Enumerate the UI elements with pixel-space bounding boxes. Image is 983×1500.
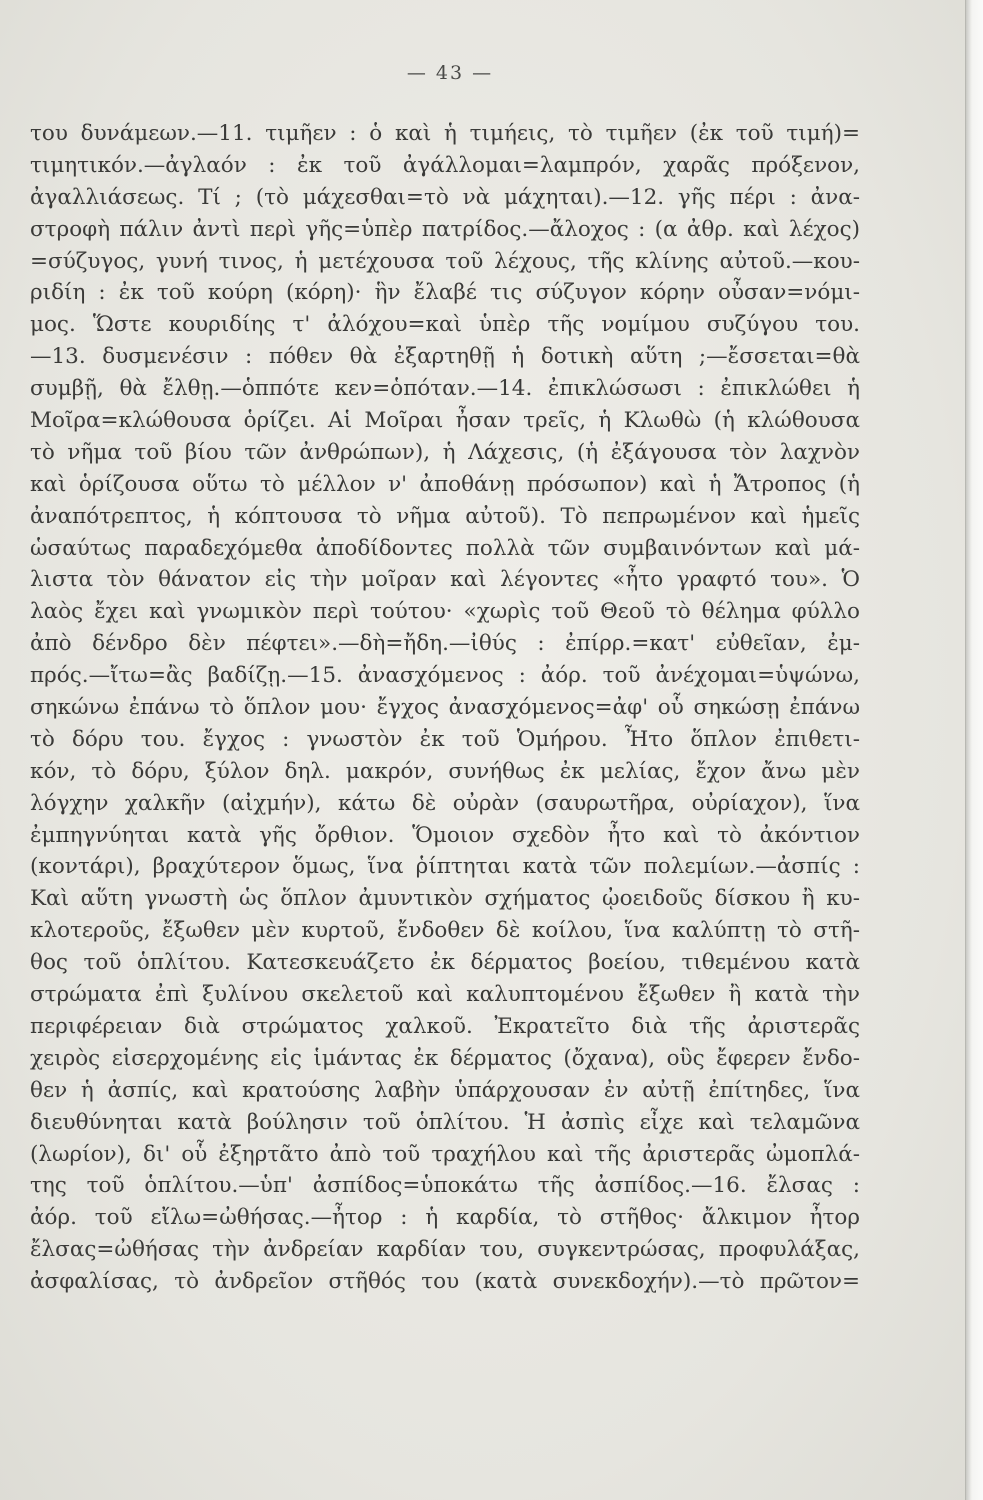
text-line: πρός.—ἴτω=ἂς βαδίζῃ.—15. ἀνασχόμενος : ἀόρ. τοῦ ἀνέχομαι=ὑψώνω, (30, 663, 860, 689)
text-line: χειρὸς εἰσερχομένης εἰς ἱμάντας ἐκ δέρματος (ὄχανα), οὓς ἔφερεν ἔνδο- (30, 1045, 860, 1071)
text-line: λαὸς ἔχει καὶ γνωμικὸν περὶ τούτου· «χωρὶς τοῦ Θεοῦ τὸ θέλημα φύλλο (30, 599, 860, 625)
text-line: ὡσαύτως παραδεχόμεθα ἀποδίδοντες πολλὰ τῶν συμβαινόντων καὶ μά- (30, 535, 860, 561)
text-line: καὶ ὁρίζουσα οὕτω τὸ μέλλον ν' ἀποθάνῃ πρόσωπον) καὶ ἡ Ἄτροπος (ἡ (30, 471, 860, 497)
text-line: σηκώνω ἐπάνω τὸ ὅπλον μου· ἔγχος ἀνασχόμενος=ἀφ' οὗ σηκώσῃ ἐπάνω (30, 695, 860, 721)
text-line: ἀναπότρεπτος, ἡ κόπτουσα τὸ νῆμα αὐτοῦ). Τὸ πεπρωμένον καὶ ἡμεῖς (30, 503, 860, 529)
text-line: κλοτεροῦς, ἔξωθεν μὲν κυρτοῦ, ἔνδοθεν δὲ κοίλου, ἵνα καλύπτῃ τὸ στῆ- (30, 918, 860, 944)
text-line: του δυνάμεων.—11. τιμῆεν : ὁ καὶ ἡ τιμήεις, τὸ τιμῆεν (ἐκ τοῦ τιμή)= (30, 121, 860, 146)
text-line: ἐμπηγνύηται κατὰ γῆς ὄρθιον. Ὅμοιον σχεδὸν ἦτο καὶ τὸ ἀκόντιον (30, 822, 860, 848)
text-line: θεν ἡ ἀσπίς, καὶ κρατούσης λαβὴν ὑπάρχουσαν ἐν αὐτῇ ἐπίτηδες, ἵνα (30, 1077, 860, 1103)
text-line: θος τοῦ ὁπλίτου. Κατεσκευάζετο ἐκ δέρματος βοείου, τιθεμένου κατὰ (30, 950, 860, 976)
text-line: ἔλσας=ὠθήσας τὴν ἀνδρείαν καρδίαν του, συγκεντρώσας, προφυλάξας, (30, 1237, 860, 1263)
text-line: =σύζυγος, γυνή τινος, ἡ μετέχουσα τοῦ λέχους, τῆς κλίνης αὐτοῦ.—κου- (30, 248, 860, 274)
text-line: στρώματα ἐπὶ ξυλίνου σκελετοῦ καὶ καλυπτομένου ἔξωθεν ἢ κατὰ τὴν (30, 982, 860, 1008)
text-line: τὸ νῆμα τοῦ βίου τῶν ἀνθρώπων), ἡ Λάχεσις, (ἡ ἐξάγουσα τὸν λαχνὸν (30, 439, 860, 465)
text-line: ἀγαλλιάσεως. Τί ; (τὸ μάχεσθαι=τὸ νὰ μάχηται).—12. γῆς πέρι : ἀνα- (30, 184, 860, 210)
text-line: ἀπὸ δένδρο δὲν πέφτει».—δὴ=ἤδη.—ἰθύς : ἐπίρρ.=κατ' εὐθεῖαν, ἐμ- (30, 631, 860, 657)
text-line: —13. δυσμενέσιν : πόθεν θὰ ἐξαρτηθῇ ἡ δοτικὴ αὕτη ;—ἔσσεται=θὰ (30, 344, 860, 370)
text-line: της τοῦ ὁπλίτου.—ὑπ' ἀσπίδος=ὑποκάτω τῆς ἀσπίδος.—16. ἔλσας : (30, 1173, 860, 1199)
text-line: κόν, τὸ δόρυ, ξύλον δηλ. μακρόν, συνήθως ἐκ μελίας, ἔχον ἄνω μὲν (30, 758, 860, 784)
text-line: περιφέρειαν διὰ στρώματος χαλκοῦ. Ἐκρατεῖτο διὰ τῆς ἀριστερᾶς (30, 1013, 860, 1039)
page-number: — 43 — (406, 62, 494, 84)
text-line: ριδίη : ἐκ τοῦ κούρη (κόρη)· ἣν ἔλαβέ τις σύζυγον κόρην οὖσαν=νόμι- (30, 280, 860, 306)
text-line: διευθύνηται κατὰ βούλησιν τοῦ ὁπλίτου. Ἡ ἀσπὶς εἶχε καὶ τελαμῶνα (30, 1109, 860, 1135)
text-line: λιστα τὸν θάνατον εἰς τὴν μοῖραν καὶ λέγοντες «ἦτο γραφτό του». Ὁ (30, 567, 860, 593)
text-line: ἀσφαλίσας, τὸ ἀνδρεῖον στῆθός του (κατὰ συνεκδοχήν).—τὸ πρῶτον= (30, 1269, 860, 1295)
text-line: λόγχην χαλκῆν (αἰχμήν), κάτω δὲ οὐρὰν (σαυρωτῆρα, οὐρίαχον), ἵνα (30, 790, 860, 816)
text-line: τὸ δόρυ του. ἔγχος : γνωστὸν ἐκ τοῦ Ὁμήρου. Ἦτο ὅπλον ἐπιθετι- (30, 726, 860, 752)
text-line: στροφὴ πάλιν ἀντὶ περὶ γῆς=ὑπὲρ πατρίδος.—ἄλοχος : (α ἀθρ. καὶ λέχος) (30, 216, 860, 242)
text-line: μος. Ὥστε κουριδίης τ' ἀλόχου=καὶ ὑπὲρ τῆς νομίμου συζύγου του. (30, 312, 860, 338)
text-line: συμβῇ, θὰ ἔλθῃ.—ὁππότε κεν=ὁπόταν.—14. ἐπικλώσωσι : ἐπικλώθει ἡ (30, 376, 860, 402)
text-line: (λωρίον), δι' οὗ ἐξηρτᾶτο ἀπὸ τοῦ τραχήλου καὶ τῆς ἀριστερᾶς ὠμοπλά- (30, 1141, 860, 1167)
text-line: Μοῖρα=κλώθουσα ὁρίζει. Αἱ Μοῖραι ἦσαν τρεῖς, ἡ Κλωθὼ (ἡ κλώθουσα (30, 408, 860, 434)
text-line: ἀόρ. τοῦ εἴλω=ὠθήσας.—ἦτορ : ἡ καρδία, τὸ στῆθος· ἄλκιμον ἦτορ (30, 1205, 860, 1231)
commentary-text (30, 118, 860, 1298)
text-line: τιμητικόν.—ἀγλαόν : ἐκ τοῦ ἀγάλλομαι=λαμπρόν, χαρᾶς πρόξενον, (30, 152, 860, 178)
text-line: Καὶ αὕτη γνωστὴ ὡς ὅπλον ἀμυντικὸν σχήματος ᾠοειδοῦς δίσκου ἢ κυ- (30, 886, 860, 912)
page-binding-edge (965, 0, 983, 1500)
text-line: (κοντάρι), βραχύτερον ὅμως, ἵνα ῥίπτηται κατὰ τῶν πολεμίων.—ἀσπίς : (30, 854, 860, 880)
